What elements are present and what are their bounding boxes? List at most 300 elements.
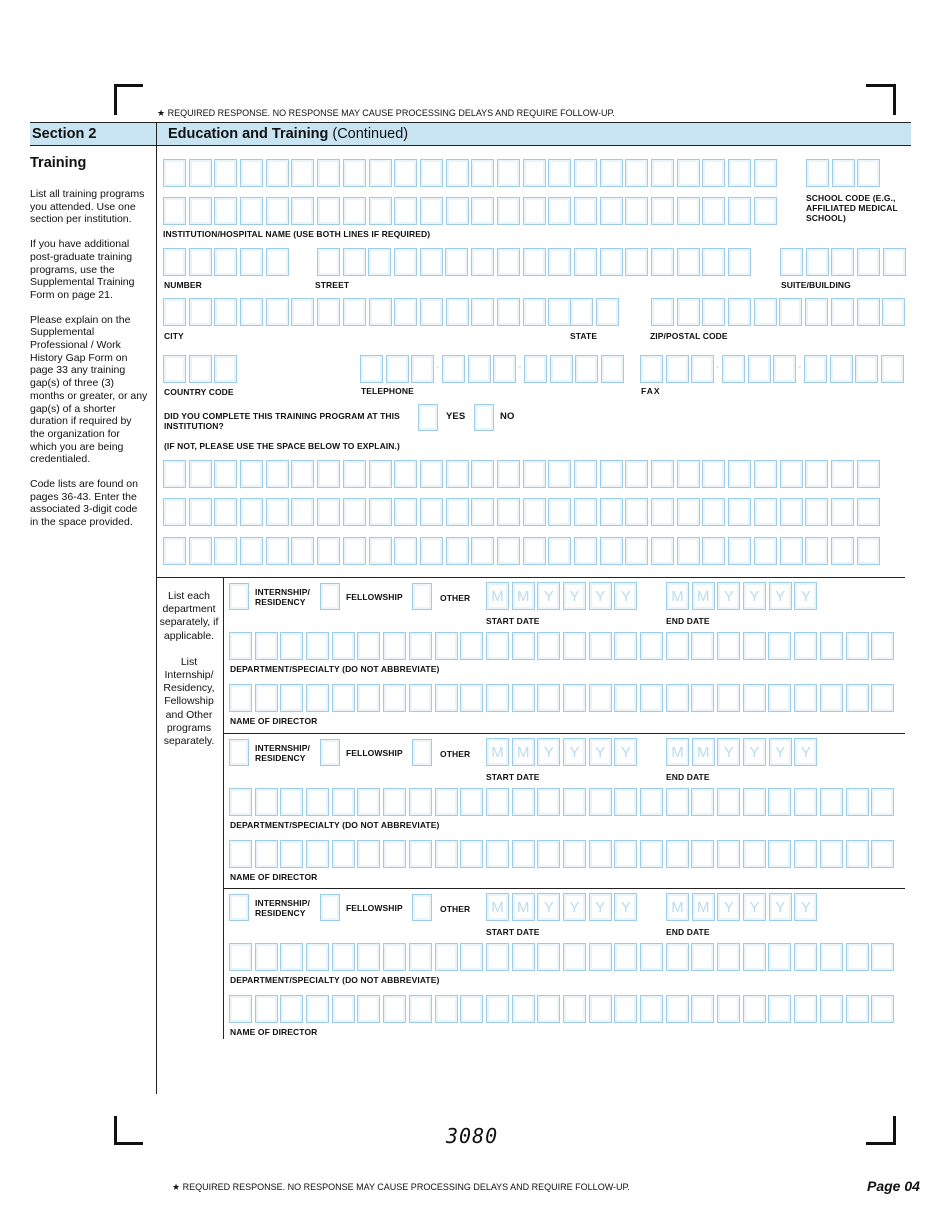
- char-box[interactable]: [409, 943, 432, 971]
- zip-input[interactable]: [651, 298, 908, 326]
- char-box[interactable]: [471, 298, 494, 326]
- char-box[interactable]: [306, 684, 329, 712]
- char-box[interactable]: [625, 537, 648, 565]
- date-char-box[interactable]: Y: [769, 893, 792, 921]
- char-box[interactable]: [189, 498, 212, 526]
- char-box[interactable]: [343, 248, 366, 276]
- char-box[interactable]: [343, 537, 366, 565]
- char-box[interactable]: [460, 684, 483, 712]
- char-box[interactable]: [486, 632, 509, 660]
- char-box[interactable]: [651, 197, 674, 225]
- char-box[interactable]: [163, 537, 186, 565]
- date-char-box[interactable]: M: [666, 582, 689, 610]
- char-box[interactable]: [357, 632, 380, 660]
- char-box[interactable]: [291, 498, 314, 526]
- char-box[interactable]: [614, 684, 637, 712]
- char-box[interactable]: [229, 995, 252, 1023]
- date-char-box[interactable]: M: [666, 738, 689, 766]
- date-char-box[interactable]: M: [512, 738, 535, 766]
- char-box[interactable]: [497, 248, 520, 276]
- char-box[interactable]: [471, 248, 494, 276]
- char-box[interactable]: [743, 788, 766, 816]
- char-box[interactable]: [563, 788, 586, 816]
- char-box[interactable]: [702, 248, 725, 276]
- char-box[interactable]: [291, 298, 314, 326]
- date-char-box[interactable]: Y: [769, 738, 792, 766]
- char-box[interactable]: [601, 355, 624, 383]
- fax-prefix-input[interactable]: [722, 355, 802, 383]
- no-checkbox[interactable]: [474, 404, 494, 431]
- char-box[interactable]: [523, 498, 546, 526]
- char-box[interactable]: [537, 943, 560, 971]
- department-input[interactable]: [229, 632, 897, 660]
- char-box[interactable]: [394, 298, 417, 326]
- char-box[interactable]: [625, 159, 648, 187]
- char-box[interactable]: [394, 537, 417, 565]
- char-box[interactable]: [229, 788, 252, 816]
- char-box[interactable]: [666, 632, 689, 660]
- char-box[interactable]: [369, 197, 392, 225]
- char-box[interactable]: [589, 788, 612, 816]
- char-box[interactable]: [291, 537, 314, 565]
- char-box[interactable]: [570, 298, 593, 326]
- char-box[interactable]: [189, 159, 212, 187]
- char-box[interactable]: [614, 632, 637, 660]
- char-box[interactable]: [773, 355, 796, 383]
- char-box[interactable]: [435, 632, 458, 660]
- char-box[interactable]: [768, 788, 791, 816]
- char-box[interactable]: [280, 995, 303, 1023]
- telephone-area-input[interactable]: [360, 355, 440, 383]
- char-box[interactable]: [666, 788, 689, 816]
- char-box[interactable]: [600, 460, 623, 488]
- char-box[interactable]: [728, 159, 751, 187]
- char-box[interactable]: [728, 498, 751, 526]
- char-box[interactable]: [163, 197, 186, 225]
- char-box[interactable]: [832, 159, 855, 187]
- char-box[interactable]: [666, 840, 689, 868]
- char-box[interactable]: [240, 197, 263, 225]
- department-input[interactable]: [229, 943, 897, 971]
- char-box[interactable]: [677, 248, 700, 276]
- char-box[interactable]: [383, 788, 406, 816]
- char-box[interactable]: [280, 684, 303, 712]
- date-char-box[interactable]: M: [666, 893, 689, 921]
- char-box[interactable]: [435, 788, 458, 816]
- char-box[interactable]: [471, 460, 494, 488]
- char-box[interactable]: [651, 537, 674, 565]
- char-box[interactable]: [563, 943, 586, 971]
- char-box[interactable]: [846, 788, 869, 816]
- char-box[interactable]: [394, 159, 417, 187]
- char-box[interactable]: [486, 995, 509, 1023]
- char-box[interactable]: [420, 298, 443, 326]
- char-box[interactable]: [537, 995, 560, 1023]
- date-char-box[interactable]: Y: [563, 582, 586, 610]
- char-box[interactable]: [255, 995, 278, 1023]
- char-box[interactable]: [651, 498, 674, 526]
- number-input[interactable]: [163, 248, 291, 276]
- char-box[interactable]: [317, 537, 340, 565]
- char-box[interactable]: [460, 632, 483, 660]
- char-box[interactable]: [871, 632, 894, 660]
- char-box[interactable]: [229, 684, 252, 712]
- char-box[interactable]: [717, 684, 740, 712]
- char-box[interactable]: [460, 788, 483, 816]
- char-box[interactable]: [409, 684, 432, 712]
- char-box[interactable]: [486, 788, 509, 816]
- institution-name-line-1[interactable]: [163, 159, 780, 187]
- char-box[interactable]: [640, 632, 663, 660]
- date-char-box[interactable]: M: [512, 582, 535, 610]
- char-box[interactable]: [280, 840, 303, 868]
- end-date-input[interactable]: [666, 738, 820, 766]
- char-box[interactable]: [360, 355, 383, 383]
- char-box[interactable]: [409, 632, 432, 660]
- char-box[interactable]: [855, 355, 878, 383]
- char-box[interactable]: [291, 460, 314, 488]
- char-box[interactable]: [871, 788, 894, 816]
- yes-checkbox[interactable]: [418, 404, 438, 431]
- char-box[interactable]: [600, 197, 623, 225]
- char-box[interactable]: [497, 498, 520, 526]
- char-box[interactable]: [548, 298, 571, 326]
- char-box[interactable]: [486, 943, 509, 971]
- char-box[interactable]: [625, 498, 648, 526]
- char-box[interactable]: [240, 498, 263, 526]
- char-box[interactable]: [728, 537, 751, 565]
- char-box[interactable]: [523, 460, 546, 488]
- date-char-box[interactable]: M: [486, 738, 509, 766]
- char-box[interactable]: [743, 995, 766, 1023]
- char-box[interactable]: [589, 684, 612, 712]
- char-box[interactable]: [794, 684, 817, 712]
- char-box[interactable]: [383, 943, 406, 971]
- char-box[interactable]: [497, 159, 520, 187]
- char-box[interactable]: [446, 537, 469, 565]
- char-box[interactable]: [831, 498, 854, 526]
- char-box[interactable]: [229, 943, 252, 971]
- char-box[interactable]: [748, 355, 771, 383]
- char-box[interactable]: [743, 684, 766, 712]
- char-box[interactable]: [614, 995, 637, 1023]
- char-box[interactable]: [640, 684, 663, 712]
- char-box[interactable]: [883, 248, 906, 276]
- char-box[interactable]: [317, 298, 340, 326]
- char-box[interactable]: [446, 298, 469, 326]
- char-box[interactable]: [306, 840, 329, 868]
- char-box[interactable]: [306, 632, 329, 660]
- char-box[interactable]: [806, 159, 829, 187]
- char-box[interactable]: [163, 460, 186, 488]
- char-box[interactable]: [831, 460, 854, 488]
- char-box[interactable]: [780, 460, 803, 488]
- char-box[interactable]: [189, 298, 212, 326]
- char-box[interactable]: [871, 995, 894, 1023]
- char-box[interactable]: [820, 632, 843, 660]
- char-box[interactable]: [820, 995, 843, 1023]
- date-char-box[interactable]: Y: [794, 582, 817, 610]
- char-box[interactable]: [214, 298, 237, 326]
- char-box[interactable]: [383, 995, 406, 1023]
- char-box[interactable]: [255, 840, 278, 868]
- char-box[interactable]: [266, 159, 289, 187]
- char-box[interactable]: [471, 159, 494, 187]
- date-char-box[interactable]: Y: [743, 738, 766, 766]
- char-box[interactable]: [332, 788, 355, 816]
- date-char-box[interactable]: Y: [743, 582, 766, 610]
- char-box[interactable]: [548, 248, 571, 276]
- char-box[interactable]: [806, 248, 829, 276]
- char-box[interactable]: [394, 197, 417, 225]
- char-box[interactable]: [691, 355, 714, 383]
- char-box[interactable]: [214, 460, 237, 488]
- char-box[interactable]: [266, 248, 289, 276]
- char-box[interactable]: [189, 355, 212, 383]
- char-box[interactable]: [394, 498, 417, 526]
- char-box[interactable]: [820, 684, 843, 712]
- char-box[interactable]: [754, 298, 777, 326]
- char-box[interactable]: [691, 684, 714, 712]
- char-box[interactable]: [266, 460, 289, 488]
- char-box[interactable]: [702, 298, 725, 326]
- fax-line-input[interactable]: [804, 355, 907, 383]
- date-char-box[interactable]: Y: [589, 893, 612, 921]
- char-box[interactable]: [255, 943, 278, 971]
- char-box[interactable]: [189, 537, 212, 565]
- char-box[interactable]: [240, 159, 263, 187]
- fax-area-input[interactable]: [640, 355, 720, 383]
- char-box[interactable]: [702, 537, 725, 565]
- char-box[interactable]: [537, 684, 560, 712]
- char-box[interactable]: [768, 995, 791, 1023]
- char-box[interactable]: [614, 840, 637, 868]
- char-box[interactable]: [794, 632, 817, 660]
- char-box[interactable]: [640, 995, 663, 1023]
- date-char-box[interactable]: M: [692, 582, 715, 610]
- char-box[interactable]: [240, 248, 263, 276]
- char-box[interactable]: [394, 460, 417, 488]
- char-box[interactable]: [651, 248, 674, 276]
- char-box[interactable]: [163, 298, 186, 326]
- char-box[interactable]: [332, 632, 355, 660]
- char-box[interactable]: [523, 159, 546, 187]
- char-box[interactable]: [625, 197, 648, 225]
- char-box[interactable]: [332, 943, 355, 971]
- other-checkbox[interactable]: [412, 739, 432, 766]
- char-box[interactable]: [768, 684, 791, 712]
- char-box[interactable]: [306, 788, 329, 816]
- char-box[interactable]: [589, 840, 612, 868]
- date-char-box[interactable]: Y: [537, 582, 560, 610]
- char-box[interactable]: [524, 355, 547, 383]
- char-box[interactable]: [537, 788, 560, 816]
- date-char-box[interactable]: M: [512, 893, 535, 921]
- date-char-box[interactable]: Y: [563, 893, 586, 921]
- char-box[interactable]: [306, 995, 329, 1023]
- char-box[interactable]: [728, 298, 751, 326]
- date-char-box[interactable]: Y: [794, 893, 817, 921]
- char-box[interactable]: [383, 684, 406, 712]
- explanation-line-3[interactable]: [163, 537, 882, 565]
- char-box[interactable]: [548, 159, 571, 187]
- char-box[interactable]: [754, 159, 777, 187]
- char-box[interactable]: [214, 248, 237, 276]
- char-box[interactable]: [548, 197, 571, 225]
- char-box[interactable]: [537, 840, 560, 868]
- char-box[interactable]: [846, 943, 869, 971]
- date-char-box[interactable]: Y: [537, 893, 560, 921]
- char-box[interactable]: [871, 943, 894, 971]
- char-box[interactable]: [677, 197, 700, 225]
- char-box[interactable]: [574, 498, 597, 526]
- char-box[interactable]: [831, 248, 854, 276]
- char-box[interactable]: [343, 298, 366, 326]
- char-box[interactable]: [357, 684, 380, 712]
- char-box[interactable]: [420, 197, 443, 225]
- char-box[interactable]: [780, 498, 803, 526]
- char-box[interactable]: [369, 537, 392, 565]
- date-char-box[interactable]: Y: [614, 738, 637, 766]
- char-box[interactable]: [343, 197, 366, 225]
- char-box[interactable]: [317, 460, 340, 488]
- char-box[interactable]: [214, 159, 237, 187]
- telephone-line-input[interactable]: [524, 355, 627, 383]
- char-box[interactable]: [830, 355, 853, 383]
- char-box[interactable]: [435, 943, 458, 971]
- char-box[interactable]: [651, 159, 674, 187]
- char-box[interactable]: [857, 248, 880, 276]
- char-box[interactable]: [497, 537, 520, 565]
- char-box[interactable]: [386, 355, 409, 383]
- char-box[interactable]: [523, 197, 546, 225]
- date-char-box[interactable]: Y: [743, 893, 766, 921]
- char-box[interactable]: [794, 788, 817, 816]
- start-date-input[interactable]: [486, 738, 640, 766]
- char-box[interactable]: [280, 943, 303, 971]
- char-box[interactable]: [409, 840, 432, 868]
- char-box[interactable]: [306, 943, 329, 971]
- char-box[interactable]: [691, 943, 714, 971]
- char-box[interactable]: [460, 995, 483, 1023]
- date-char-box[interactable]: Y: [769, 582, 792, 610]
- char-box[interactable]: [471, 537, 494, 565]
- char-box[interactable]: [614, 788, 637, 816]
- char-box[interactable]: [702, 460, 725, 488]
- char-box[interactable]: [625, 248, 648, 276]
- char-box[interactable]: [420, 460, 443, 488]
- institution-name-line-2[interactable]: [163, 197, 780, 225]
- explanation-line-1[interactable]: [163, 460, 882, 488]
- char-box[interactable]: [717, 943, 740, 971]
- date-char-box[interactable]: Y: [563, 738, 586, 766]
- char-box[interactable]: [255, 684, 278, 712]
- char-box[interactable]: [266, 537, 289, 565]
- char-box[interactable]: [666, 943, 689, 971]
- char-box[interactable]: [357, 788, 380, 816]
- char-box[interactable]: [446, 159, 469, 187]
- telephone-prefix-input[interactable]: [442, 355, 522, 383]
- char-box[interactable]: [691, 632, 714, 660]
- char-box[interactable]: [574, 159, 597, 187]
- char-box[interactable]: [369, 498, 392, 526]
- char-box[interactable]: [240, 298, 263, 326]
- char-box[interactable]: [768, 632, 791, 660]
- char-box[interactable]: [512, 684, 535, 712]
- city-input[interactable]: [163, 298, 574, 326]
- char-box[interactable]: [728, 197, 751, 225]
- char-box[interactable]: [214, 498, 237, 526]
- char-box[interactable]: [820, 840, 843, 868]
- director-input[interactable]: [229, 995, 897, 1023]
- char-box[interactable]: [882, 298, 905, 326]
- char-box[interactable]: [523, 537, 546, 565]
- char-box[interactable]: [722, 355, 745, 383]
- char-box[interactable]: [846, 684, 869, 712]
- char-box[interactable]: [523, 298, 546, 326]
- char-box[interactable]: [563, 684, 586, 712]
- char-box[interactable]: [600, 498, 623, 526]
- char-box[interactable]: [614, 943, 637, 971]
- char-box[interactable]: [214, 537, 237, 565]
- char-box[interactable]: [666, 355, 689, 383]
- date-char-box[interactable]: Y: [794, 738, 817, 766]
- char-box[interactable]: [291, 159, 314, 187]
- internship-checkbox[interactable]: [229, 894, 249, 921]
- char-box[interactable]: [317, 498, 340, 526]
- school-code-input[interactable]: [806, 159, 883, 187]
- char-box[interactable]: [717, 995, 740, 1023]
- char-box[interactable]: [846, 632, 869, 660]
- char-box[interactable]: [369, 298, 392, 326]
- char-box[interactable]: [317, 248, 340, 276]
- char-box[interactable]: [332, 995, 355, 1023]
- char-box[interactable]: [677, 498, 700, 526]
- other-checkbox[interactable]: [412, 583, 432, 610]
- char-box[interactable]: [343, 498, 366, 526]
- char-box[interactable]: [471, 197, 494, 225]
- date-char-box[interactable]: Y: [614, 582, 637, 610]
- char-box[interactable]: [280, 632, 303, 660]
- char-box[interactable]: [163, 159, 186, 187]
- char-box[interactable]: [255, 632, 278, 660]
- char-box[interactable]: [794, 943, 817, 971]
- char-box[interactable]: [666, 684, 689, 712]
- char-box[interactable]: [596, 298, 619, 326]
- char-box[interactable]: [820, 788, 843, 816]
- char-box[interactable]: [563, 995, 586, 1023]
- char-box[interactable]: [677, 298, 700, 326]
- char-box[interactable]: [640, 840, 663, 868]
- char-box[interactable]: [343, 460, 366, 488]
- char-box[interactable]: [512, 840, 535, 868]
- char-box[interactable]: [550, 355, 573, 383]
- other-checkbox[interactable]: [412, 894, 432, 921]
- char-box[interactable]: [332, 684, 355, 712]
- char-box[interactable]: [871, 684, 894, 712]
- char-box[interactable]: [369, 159, 392, 187]
- char-box[interactable]: [189, 460, 212, 488]
- date-char-box[interactable]: Y: [589, 582, 612, 610]
- char-box[interactable]: [575, 355, 598, 383]
- char-box[interactable]: [691, 995, 714, 1023]
- char-box[interactable]: [717, 840, 740, 868]
- date-char-box[interactable]: M: [692, 738, 715, 766]
- char-box[interactable]: [804, 355, 827, 383]
- char-box[interactable]: [163, 248, 186, 276]
- char-box[interactable]: [589, 995, 612, 1023]
- char-box[interactable]: [486, 684, 509, 712]
